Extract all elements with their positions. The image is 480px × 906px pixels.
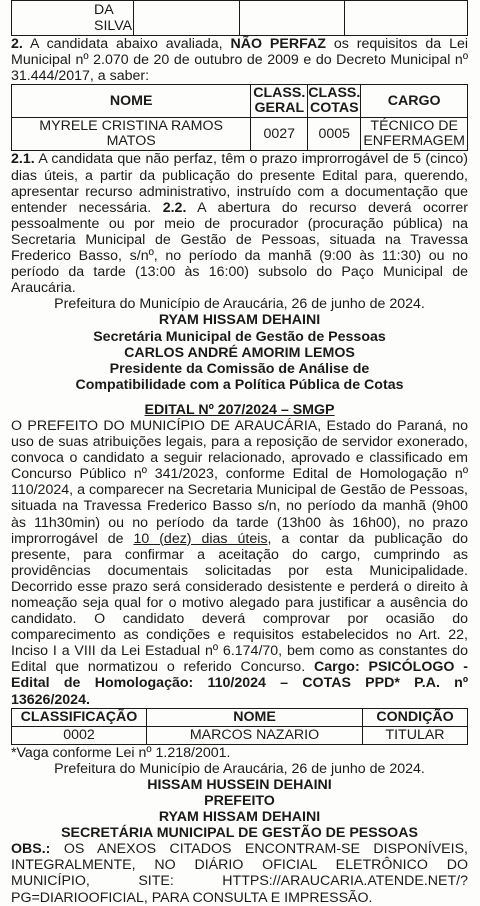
- section-number: 2.2.: [162, 199, 187, 216]
- column-header: CLASS. GERAL: [251, 85, 308, 118]
- table-cell: [345, 1, 468, 36]
- place-date: Prefeitura do Município de Araucária, 26 de junho de 2024.: [54, 296, 425, 313]
- signatory-role: SECRETÁRIA MUNICIPAL DE GESTÃO DE PESSOAS: [61, 825, 418, 842]
- column-header: CLASS. COTAS: [308, 85, 361, 117]
- paragraph-text: , a contar da publicação do presente, para confirmar a aceitação do cargo, cumprindo as providências documentais solicitadas por esta Municipalidade. Decorrido esse prazo será considerado desistente e perderá o direito à nomeação seja qual for o motivo alegado para justificar a ausência do candidato. O candidato deverá comprovar por ocasião do comparecimento as condições e requisitos estabelecidos no Art. 22, Inciso I a VIII da Lei Estadual nº 6.174/70, bem como as constantes do Edital que normatizou o referido Concurso.: [11, 530, 468, 676]
- table-row: [12, 726, 468, 744]
- signatory-name: RYAM HISSAM DEHAINI: [158, 809, 321, 826]
- signatory-role: Secretária Municipal de Gestão de Pessoas: [93, 328, 386, 345]
- paragraph-text: OS ANEXOS CITADOS ENCONTRAM-SE DISPONÍVEIS, INTEGRALMENTE, NO DIÁRIO OFICIAL ELETRÔNICO DO MUNICÍPIO, SITE: HTTPS://ARAUCARIA.ATENDE.NET/?PG=DIARIOOFICIAL, PARA CONSULTA E IMPRESSÃO.: [11, 841, 468, 906]
- table-cell: [240, 1, 345, 36]
- table-cell: 0005: [308, 118, 361, 151]
- previous-table-tail: [11, 0, 468, 36]
- section-number: 2.1.: [11, 151, 35, 168]
- obs-paragraph: [11, 841, 468, 905]
- signatory-role: PREFEITO: [204, 792, 275, 809]
- signatory-role: Presidente da Comissão de Análise de: [109, 360, 370, 377]
- table-header-row: [12, 708, 468, 726]
- emphasis-text: NÃO PERFAZ: [230, 36, 326, 53]
- signatory-role: Compatibilidade com a Política Pública de Cotas: [75, 376, 404, 393]
- table-cell: 0002: [12, 726, 147, 744]
- table-cell: DA SILVA: [12, 1, 134, 36]
- column-header: CARGO: [361, 85, 468, 118]
- column-header: CONDIÇÃO: [363, 708, 468, 726]
- column-header: CLASSIFICAÇÃO: [12, 708, 147, 726]
- paragraph-text: O PREFEITO DO MUNICÍPIO DE ARAUCÁRIA, Estado do Paraná, no uso de suas atribuições legais, para a reposição de servidor exonerado, convoca o candidato a seguir relacionado, aprovado e classificado em Concurso Público nº 341/2023, conforme Edital de Homologação nº 110/2024, a comparecer na Secretaria Municipal de Gestão de Pessoas, situada na Travessa Frederico Basso s/n, no período da manhã (9h00 às 11h30min) ou no período da tarde (13h00 às 16h00), no prazo improrrogável de: [11, 417, 468, 547]
- table-cell: MYRELE CRISTINA RAMOS MATOS: [12, 118, 251, 151]
- paragraph-text: A candidata abaixo avaliada,: [22, 36, 231, 53]
- section-2-1-paragraph: [11, 151, 468, 296]
- edital-body: [11, 418, 468, 708]
- table-row: [12, 118, 468, 151]
- table-cell: MARCOS NAZARIO: [147, 726, 363, 744]
- candidates-table: [11, 84, 468, 151]
- position-text: Cargo: PSICÓLOGO - Edital de Homologação: 110/2024 – COTAS PPD* P.A. nº 13626/2024.: [11, 659, 469, 708]
- column-header: NOME: [147, 708, 363, 726]
- paragraph-text: os requisitos da Lei Municipal nº 2.070 de 20 de outubro de 2009 e do Decreto Municipal nº 31.444/2017, a saber:: [11, 36, 469, 85]
- deadline-text: 10 (dez) dias úteis: [133, 530, 268, 547]
- signatory-name: CARLOS ANDRÉ AMORIM LEMOS: [124, 344, 355, 361]
- footnote: *Vaga conforme Lei nº 1.218/2001.: [11, 744, 231, 761]
- table-cell: TÉCNICO DE ENFERMAGEM: [361, 118, 468, 151]
- signatory-name: HISSAM HUSSEIN DEHAINI: [147, 776, 332, 793]
- edital-title: EDITAL Nº 207/2024 – SMGP: [144, 401, 335, 418]
- convocation-table: [11, 708, 468, 745]
- table-row: [12, 1, 468, 36]
- section-number: 2.: [11, 36, 23, 53]
- signatory-name: RYAM HISSAM DEHAINI: [158, 312, 321, 329]
- place-date: Prefeitura do Município de Araucária, 26 de junho de 2024.: [54, 760, 425, 777]
- paragraph-text: A candidata que não perfaz, têm o prazo improrrogável de 5 (cinco) dias úteis, a partir da publicação do presente Edital para, querendo, apresentar recurso administrativo, instruído com a documentação que entender necessária.: [11, 151, 468, 216]
- column-header: NOME: [12, 85, 251, 118]
- obs-label: OBS.:: [11, 841, 51, 858]
- table-header-row: [12, 85, 468, 118]
- section-2-paragraph: [11, 36, 468, 84]
- table-cell: TITULAR: [363, 726, 468, 744]
- paragraph-text: A abertura do recurso deverá ocorrer pessoalmente ou por meio de procurador (procuração pública) na Secretaria Municipal de Gestão de Pessoas, situada na Travessa Frederico Basso, s/nº, no período da manhã (9:00 às 11:30) ou no período da tarde (13:00 às 16:00) subsolo do Paço Municipal de Araucária.: [11, 199, 468, 297]
- table-cell: [134, 1, 240, 36]
- table-cell: 0027: [251, 118, 308, 151]
